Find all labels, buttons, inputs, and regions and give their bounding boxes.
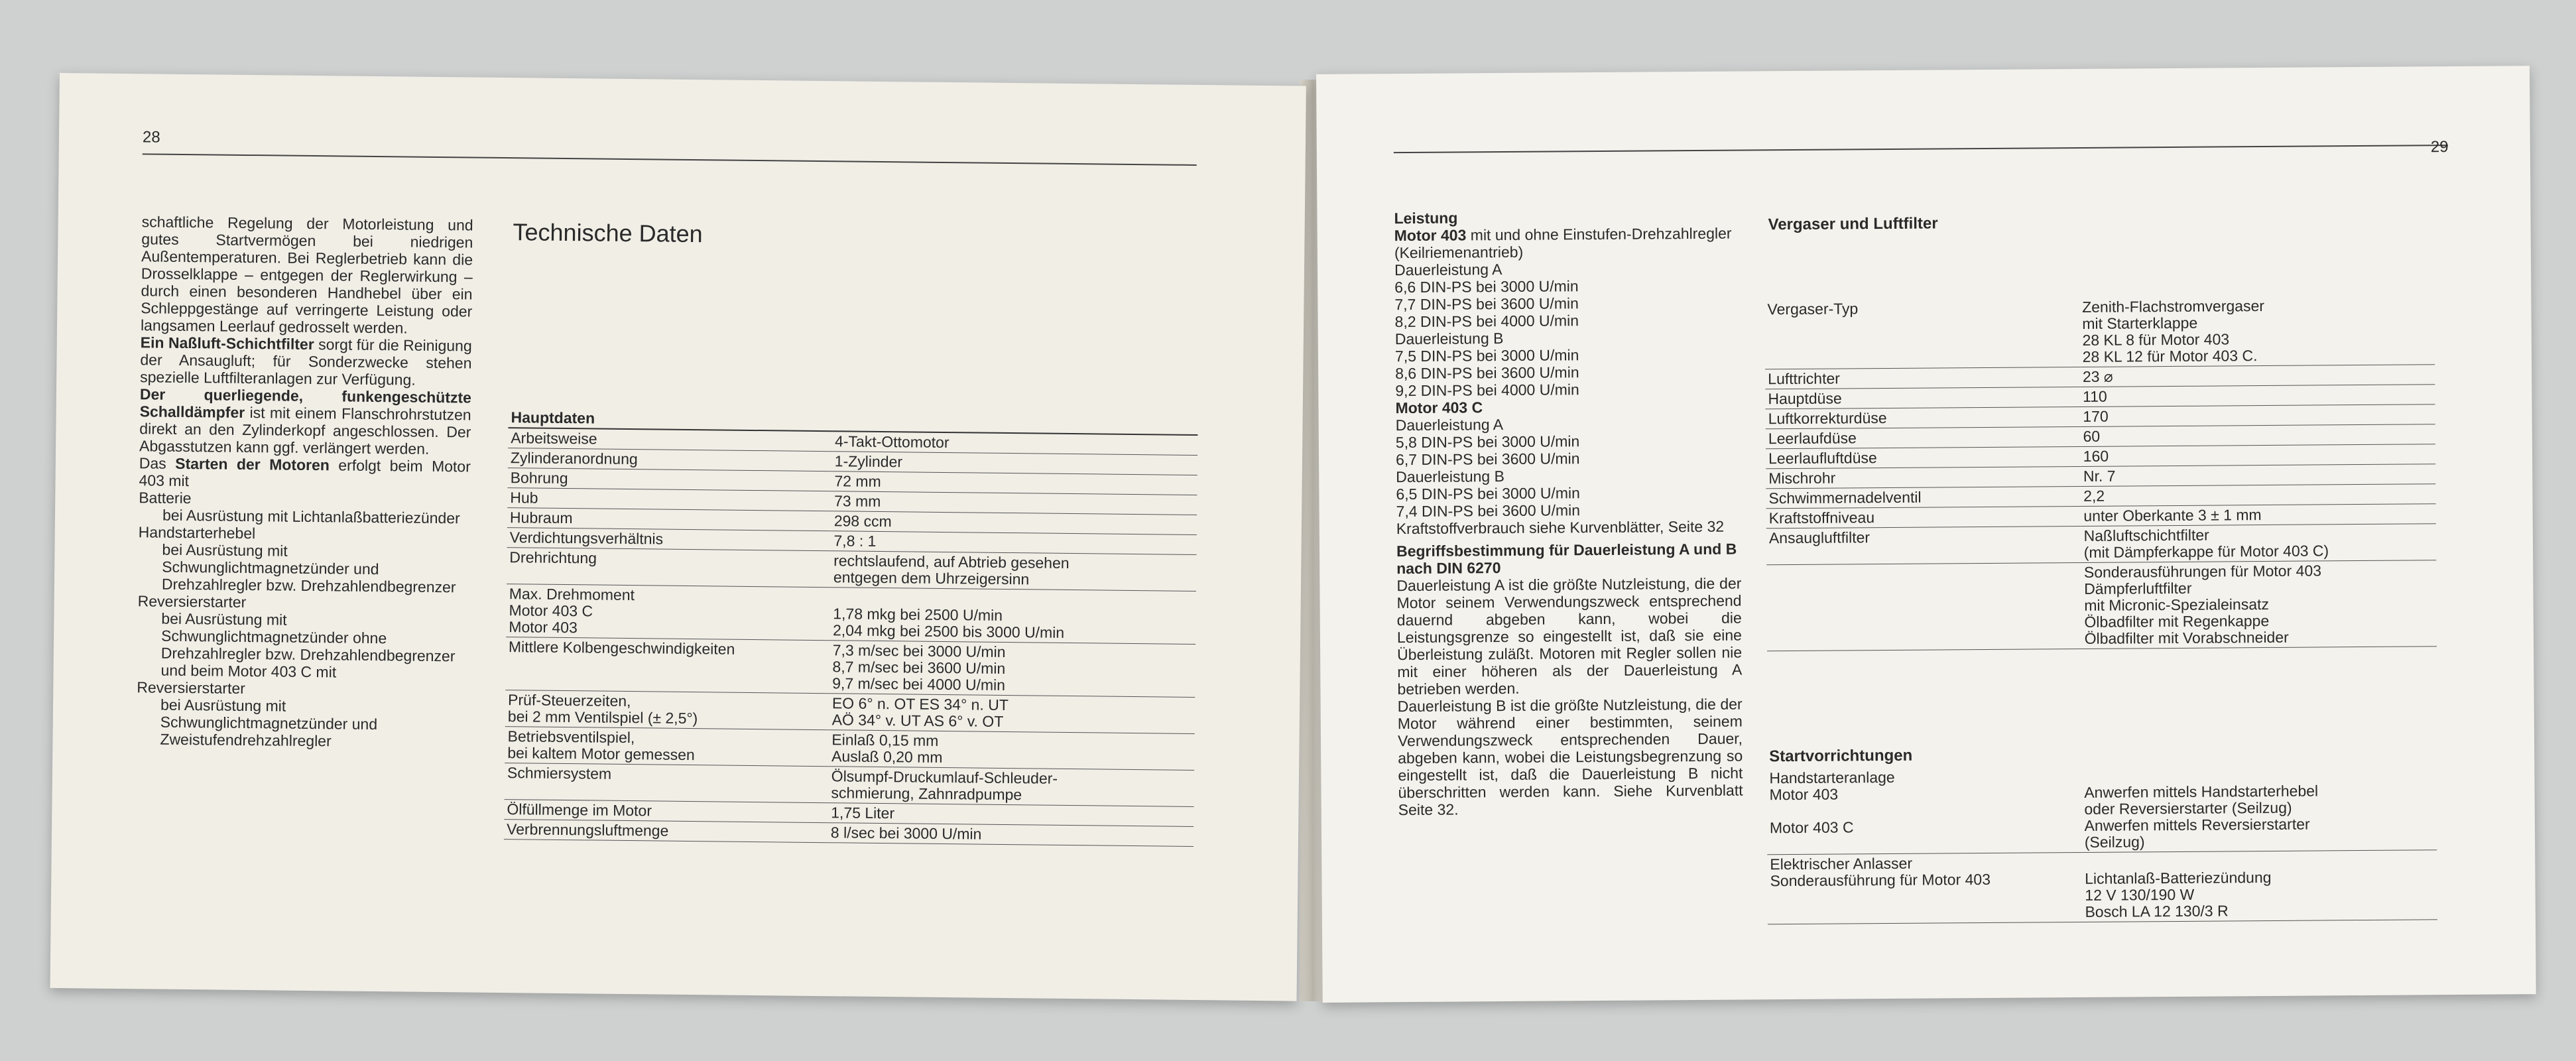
start-list-item: Reversierstarter (137, 592, 247, 611)
hauptdaten-row (505, 637, 1196, 698)
leistung-line: Dauerleistung B (1396, 468, 1504, 486)
paragraph-text: schaftliche Regelung der Motorleistung und gutes Startvermögen bei niedrigen Außentemperaturen. Bei Reglerbetrieb kann die Drosselklappe – entgegen der Reglerwirkung – durch einen besonderen Handhebel über ein Schleppgestänge auf verringerte Leistung oder langsamen Leerlauf gedrosselt werden. (140, 213, 473, 337)
hauptdaten-value: 1-Zylinder (832, 452, 1197, 475)
paragraph-text: Das (139, 454, 176, 472)
leistung-line: 8,2 DIN-PS bei 4000 U/min (1394, 312, 1579, 331)
leistung-line: 7,7 DIN-PS bei 3600 U/min (1394, 294, 1579, 314)
leistung-line: 6,7 DIN-PS bei 3600 U/min (1395, 450, 1580, 469)
vergaser-value: 170 (2080, 405, 2435, 427)
hauptdaten-heading: Hauptdaten (508, 408, 1197, 435)
hauptdaten-label: Bohrung (507, 468, 831, 491)
leistung-line: Kraftstoffverbrauch siehe Kurvenblätter, Seite 32 (1396, 517, 1725, 538)
startvorrichtungen-heading: Startvorrichtungen (1769, 746, 1913, 766)
hauptdaten-value: Einlaß 0,15 mm Auslaß 0,20 mm (829, 730, 1195, 771)
start-list-item: Reversierstarter (137, 678, 246, 697)
leistung-line: 8,6 DIN-PS bei 3600 U/min (1395, 363, 1579, 383)
vergaser-row (1766, 524, 2436, 565)
vergaser-label: Schwimmernadelventil (1766, 486, 2081, 508)
leistung-line: Dauerleistung A (1395, 416, 1504, 434)
vergaser-heading: Vergaser und Luftfilter (1768, 214, 1938, 234)
leistung-intro-text: mit und ohne Einstufen-Drehzahlregler (Keilriemenantrieb) (1394, 224, 1732, 262)
vergaser-value: 110 (2080, 385, 2435, 407)
hauptdaten-row (506, 584, 1196, 645)
hauptdaten-label: Drehrichtung (507, 548, 831, 588)
leistung-intro (1394, 225, 1739, 262)
vergaser-label: Vergaser-Typ (1764, 298, 2079, 369)
vergaser-row (1766, 560, 2437, 651)
hauptdaten-label: Arbeitsweise (508, 428, 832, 452)
hauptdaten-value: 298 ccm (831, 511, 1197, 535)
hauptdaten-label: Verbrennungsluftmenge (504, 820, 828, 843)
paragraph-bold: Der querliegende, funkengeschützte Schalldämpfer (139, 385, 472, 421)
hauptdaten-value: 72 mm (831, 471, 1197, 495)
paragraph (139, 454, 471, 492)
vergaser-label: Leerlaufdüse (1766, 426, 2081, 448)
vergaser-label: Leerlaufluftdüse (1766, 446, 2081, 468)
start-list-item: bei Ausrüstung mit Lichtanlaßbatteriezünder (162, 506, 460, 527)
hauptdaten-value: 7,8 : 1 (831, 531, 1196, 555)
leistung-heading: Leistung (1394, 209, 1458, 227)
start-list-item: Handstarterhebel (138, 523, 256, 542)
hauptdaten-value: 7,3 m/sec bei 3000 U/min 8,7 m/sec bei 3600 U/min 9,7 m/sec bei 4000 U/min (829, 641, 1196, 698)
vergaser-label (1766, 562, 2082, 651)
definition-a: Dauerleistung A ist die größte Nutzleistung, die der Motor seinem Verwendungszweck entsprechend dauernd abgeben kann, wobei die Leistungsgrenze so eingestellt ist, daß sie eine Überleistung zuläßt. Motoren mit Regler sollen nie mit einer höheren als der Dauerleistung A betrieben werden. (1396, 574, 1743, 698)
section-title: Technische Daten (513, 218, 703, 248)
hauptdaten-label: Hubraum (507, 508, 831, 531)
start-value: Lichtanlaß-Batteriezündung 12 V 130/190 W Bosch LA 12 130/3 R (2082, 850, 2437, 922)
motor-403-label: Motor 403 (1394, 226, 1467, 245)
hauptdaten-value: 8 l/sec bei 3000 U/min (828, 823, 1194, 847)
paragraph-text: sorgt für die Reinigung der Ansaugluft; für Sonderzwecke stehen spezielle Luftfilteranlagen zur Verfügung. (140, 336, 472, 389)
leistung-column (1394, 208, 1743, 819)
vergaser-label: Ansaugluftfilter (1766, 526, 2081, 564)
leistung-line: 7,4 DIN-PS bei 3600 U/min (1396, 501, 1581, 521)
start-label: Elektrischer Anlasser Sonderausführung für Motor 403 (1767, 852, 2082, 924)
paragraph (139, 385, 471, 458)
vergaser-value: 60 (2080, 424, 2435, 447)
start-list-item: bei Ausrüstung mit Schwunglichtmagnetzünder ohne Drehzahlregler bzw. Drehzahlendbegrenzer und beim Motor 403 C mit (160, 609, 456, 681)
paragraph-text: erfolgt beim Motor 403 mit (139, 456, 471, 490)
left-column-text (136, 213, 473, 751)
hauptdaten-value: rechtslaufend, auf Abtrieb gesehen entgegen dem Uhrzeigersinn (831, 551, 1197, 592)
hauptdaten-value: EO 6° n. OT ES 34° n. UT AÖ 34° v. UT AS 6° v. OT (829, 694, 1195, 734)
paragraph (141, 213, 473, 337)
hauptdaten-label: Ölfüllmenge im Motor (504, 800, 828, 823)
vergaser-label: Mischrohr (1766, 466, 2081, 488)
hauptdaten-label: Verdichtungsverhältnis (507, 528, 831, 551)
start-label: Handstarteranlage Motor 403 Motor 403 C (1766, 767, 2082, 855)
vergaser-value: Naßluftschichtfilter (mit Dämpferkappe für Motor 403 C) (2081, 524, 2436, 563)
vergaser-label: Hauptdüse (1765, 387, 2080, 408)
definition-heading: Begriffsbestimmung für Dauerleistung A und B nach DIN 6270 (1396, 540, 1737, 578)
leistung-line: 5,8 DIN-PS bei 3000 U/min (1395, 432, 1580, 452)
vergaser-value: Sonderausführungen für Motor 403 Dämpferluftfilter mit Micronic-Spezialeinsatz Ölbadfilter mit Regenkappe Ölbadfilter mit Vorabschneider (2081, 560, 2437, 649)
hauptdaten-value: 73 mm (831, 491, 1197, 515)
leistung-line: Dauerleistung B (1394, 330, 1504, 348)
vergaser-value: Zenith-Flachstromvergaser mit Starterklappe 28 KL 8 für Motor 403 28 KL 12 für Motor 403 C. (2079, 295, 2435, 367)
hauptdaten-value: 4-Takt-Ottomotor (832, 431, 1197, 455)
leistung-line: Dauerleistung A (1394, 261, 1503, 279)
start-list-item: bei Ausrüstung mit Schwunglichtmagnetzünder und Drehzahlregler bzw. Drehzahlendbegrenzer (161, 540, 456, 596)
hauptdaten-table (504, 408, 1198, 847)
vergaser-row (1764, 295, 2435, 369)
leistung-line: 6,5 DIN-PS bei 3000 U/min (1396, 484, 1580, 503)
hauptdaten-label: Max. Drehmoment Motor 403 C Motor 403 (506, 584, 831, 641)
page-number-right: 29 (2430, 138, 2449, 156)
hauptdaten-label: Mittlere Kolbengeschwindigkeiten (505, 637, 830, 694)
page-number-left: 28 (142, 128, 160, 147)
paragraph-text: ist mit einem Flanschrohrstutzen direkt an den Zylinderkopf angeschlossen. Der Abgasstutzen kann ggf. verlängert werden. (139, 403, 471, 458)
vergaser-value: 2,2 (2081, 484, 2436, 507)
vergaser-value: 160 (2081, 444, 2436, 467)
hauptdaten-value: Ölsumpf-Druckumlauf-Schleuder- schmierung, Zahnradpumpe (828, 767, 1194, 807)
vergaser-table (1764, 295, 2437, 651)
startvorrichtungen-table (1766, 764, 2437, 924)
header-rule-left (143, 153, 1197, 166)
start-row (1766, 764, 2437, 855)
vergaser-value: Nr. 7 (2081, 464, 2436, 487)
start-list-item: bei Ausrüstung mit Schwunglichtmagnetzünder und Zweistufendrehzahlregler (160, 696, 378, 750)
vergaser-value: 23 ⌀ (2080, 365, 2435, 387)
hauptdaten-label: Zylinderanordnung (508, 448, 832, 471)
definition-b: Dauerleistung B ist die größte Nutzleistung, die der Motor während einer bestimmten, seinem Verwendungszweck entsprechenden Dauer, abgeben kann, wobei die Leistungsbegrenzung so eingestellt ist, daß die Dauerleistung B nicht überschritten werden kann. Siehe Kurvenblatt Seite 32. (1397, 695, 1743, 819)
start-row (1767, 850, 2437, 924)
vergaser-value: unter Oberkante 3 ± 1 mm (2081, 504, 2436, 527)
hauptdaten-label: Schmiersystem (505, 763, 829, 803)
paragraph-bold: Ein Naßluft-Schichtfilter (140, 334, 314, 353)
right-page (1316, 66, 2536, 1003)
hauptdaten-value: 1,75 Liter (828, 803, 1194, 827)
start-value: Anwerfen mittels Handstarterhebel oder Reversierstarter (Seilzug) Anwerfen mittels Reversierstarter (Seilzug) (2081, 764, 2437, 852)
vergaser-label: Lufttrichter (1765, 367, 2080, 389)
vergaser-label: Luftkorrekturdüse (1766, 406, 2081, 428)
leistung-line: 6,6 DIN-PS bei 3000 U/min (1394, 277, 1579, 296)
leistung-line: 7,5 DIN-PS bei 3000 U/min (1394, 346, 1579, 365)
left-page (50, 73, 1306, 1001)
header-rule-right (1394, 145, 2448, 153)
motor-403c-label: Motor 403 C (1395, 399, 1483, 417)
hauptdaten-label: Prüf-Steuerzeiten, bei 2 mm Ventilspiel (± 2,5°) (505, 690, 829, 730)
paragraph-bold: Starten der Motoren (175, 454, 330, 474)
hauptdaten-label: Hub (507, 488, 831, 511)
hauptdaten-label: Betriebsventilspiel, bei kaltem Motor gemessen (505, 727, 829, 767)
start-list-item: Batterie (139, 489, 192, 507)
paragraph (140, 334, 472, 389)
vergaser-label: Kraftstoffniveau (1766, 506, 2081, 528)
leistung-line: 9,2 DIN-PS bei 4000 U/min (1395, 381, 1579, 400)
hauptdaten-value: 1,78 mkg bei 2500 U/min 2,04 mkg bei 2500 bis 3000 U/min (830, 588, 1196, 645)
